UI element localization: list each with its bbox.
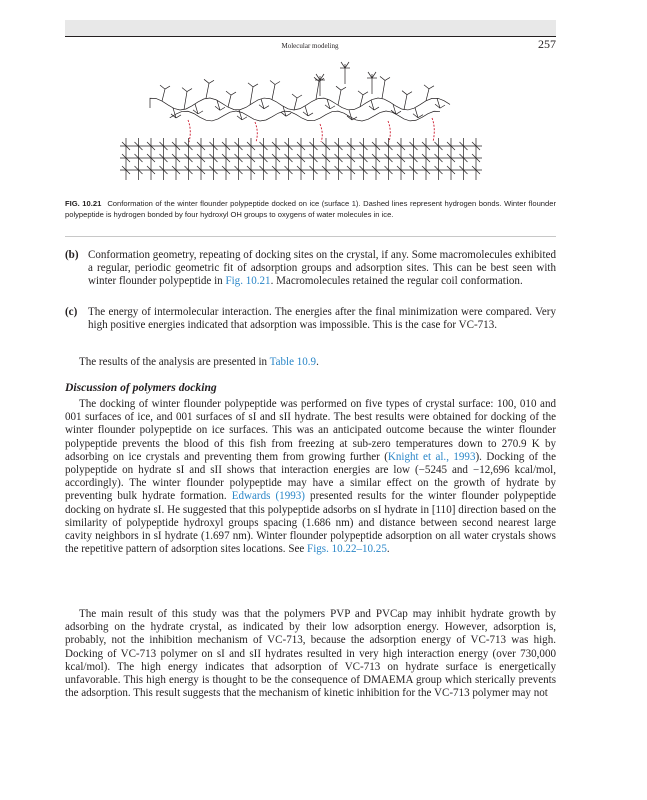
- hydrogen-bonds: [188, 118, 434, 142]
- side-chain: [248, 83, 253, 87]
- list-text: Conformation geometry, repeating of docking sites on the crystal, if any. Some macromolecules exhibited a regular, periodic geometric fit of adsorption groups and adsorption sites. This can be best seen with winter flounder polypeptide in: [88, 249, 556, 288]
- side-chain: [209, 80, 214, 83]
- side-chain: [198, 111, 203, 114]
- backbone-chain: [170, 111, 440, 121]
- side-chain: [182, 88, 187, 92]
- side-chain: [316, 81, 319, 99]
- branch: [320, 74, 324, 80]
- side-chain: [272, 84, 275, 99]
- side-chain: [440, 105, 445, 108]
- top-gray-band: [65, 20, 556, 36]
- side-chain: [275, 81, 280, 84]
- hydrogen-bond: [255, 122, 257, 142]
- side-chain: [184, 92, 187, 110]
- side-chain: [336, 86, 341, 90]
- side-chain: [341, 87, 346, 90]
- running-title: Molecular modeling: [281, 42, 339, 50]
- side-chain: [308, 113, 313, 116]
- side-chain: [396, 111, 401, 114]
- side-chain: [220, 107, 225, 110]
- side-chain: [402, 91, 407, 95]
- header-rule: [65, 36, 556, 37]
- side-chain: [294, 98, 297, 110]
- side-chain: [426, 89, 429, 101]
- table-link[interactable]: Table 10.9: [269, 356, 317, 368]
- list-text: The energy of intermolecular interaction. The energies after the final minimization were compared. Very high positive energies indicated that adsorption was impossible. This is the case for VC-713.: [88, 306, 556, 332]
- side-chain: [292, 94, 297, 98]
- list-label: (c): [65, 306, 78, 318]
- citation-link[interactable]: Knight et al., 1993: [387, 450, 476, 463]
- list-label: (b): [65, 249, 79, 261]
- body-paragraph-2: [65, 608, 556, 700]
- figure-polypeptide-on-ice: [110, 58, 490, 190]
- branch: [345, 62, 349, 68]
- body-paragraph-1: The docking of winter flounder polypeptide was performed on five types of crystal surface: 100, 010 and 001 surfaces of ice, and 001 surfaces of sI and sII hydrate. The best results were obtained for docking of the winter flounder polypeptide on ice surfaces. This was an anticipated outcome because the winter flounder polypeptide prevents the blood of this fish from freezing at sub-zero temperatures down to 270.9 K by adsorbing on ice crystals and preventing them from growing further (Knight et al., 1993). Docking of the polypeptide on hydrate sI and sII shows that interaction energies are low (−5245 and −12,696 kcal/mol, accordingly). The winter flounder polypeptide may have a similar effect on the growth of hydrate by preventing bulk hydrate formation. Edwards (1993) presented results for the winter flounder polypeptide docking on hydrate sI. He suggested that this polypeptide adsorbs on sI hydrate in [110] direction based on the similarity of polypeptide hydroxyl groups spacing (1.686 nm) and distance between second nearest large cavity neighbors in sI hydrate (1.697 nm). Winter flounder polypeptide adsorption on all water crystals shows the repetitive pattern of adsorption sites locations. See Figs. 10.22–10.25.: [65, 398, 556, 556]
- side-chain: [270, 80, 275, 84]
- hydrogen-bond: [320, 124, 322, 142]
- list-text: . Macromolecules retained the regular coil conformation.: [270, 275, 523, 288]
- branch: [372, 72, 376, 78]
- side-chain: [187, 89, 192, 92]
- figure-caption-text: Conformation of the winter flounder polypeptide docked on ice (surface 1). Dashed lines represent hydrogen bonds. Winter flounder polypeptide is hydrogen bonded by four hydroxyl OH groups to oxygens of water molecules in ice.: [65, 199, 556, 219]
- side-chain: [228, 95, 231, 107]
- side-chain: [242, 117, 247, 120]
- side-chain: [382, 80, 385, 98]
- side-chain: [176, 115, 181, 118]
- side-chain: [286, 113, 291, 116]
- side-chain: [206, 83, 209, 98]
- side-chain: [162, 89, 165, 101]
- section-heading: Discussion of polymers docking: [65, 381, 217, 394]
- polypeptide-molecule: [150, 62, 450, 121]
- side-chain: [330, 106, 335, 109]
- side-chain: [160, 85, 165, 89]
- side-chain: [165, 86, 170, 89]
- side-chain: [424, 85, 429, 89]
- side-chain: [297, 95, 302, 98]
- side-chain: [363, 92, 368, 95]
- paragraph-text: The main result of this study was that the polymers PVP and PVCap may inhibit hydrate growth by adsorbing on the hydrate crystal, as indicated by their low adsorption energy. However, adsorption is, probably, not the inhibition mechanism of VC-713, because the adsorption energy of VC-713 was high. Docking of VC-713 polymer on sI and sII hydrates resulted in very high interaction energy (over 730,000 kcal/mol). The high energy indicates that adsorption of VC-713 on hydrate surface is energetically unfavorable. This high energy is thought to be the consequence of DMAEMA group which sterically prevents the adsorption. This result suggests that the mechanism of kinetic inhibition for the VC-713 polymer may not: [65, 608, 556, 700]
- figure-label: FIG. 10.21: [65, 199, 102, 208]
- figure-link[interactable]: Fig. 10.21: [225, 275, 271, 288]
- results-sentence: The results of the analysis are presented in Table 10.9.: [79, 356, 319, 368]
- side-chain: [250, 87, 253, 105]
- side-chain: [429, 86, 434, 89]
- side-chain: [253, 84, 258, 87]
- citation-link[interactable]: Edwards (1993): [231, 490, 305, 503]
- side-chain: [231, 92, 236, 95]
- side-chain: [374, 107, 379, 110]
- branch: [341, 62, 345, 68]
- side-chain: [226, 91, 231, 95]
- side-chain: [264, 106, 269, 109]
- side-chain: [385, 77, 390, 80]
- side-chain: [358, 91, 363, 95]
- page-number: 257: [538, 37, 556, 51]
- figure-link[interactable]: Figs. 10.22–10.25: [307, 543, 387, 556]
- side-chain: [204, 79, 209, 83]
- side-chain: [380, 76, 385, 80]
- caption-separator: [65, 236, 556, 237]
- hydrogen-bond: [432, 118, 434, 142]
- side-chain: [404, 95, 407, 110]
- branch: [368, 72, 372, 78]
- figure-caption: [65, 198, 556, 220]
- ice-lattice: [120, 138, 482, 180]
- side-chain: [338, 90, 341, 105]
- side-chain: [407, 92, 412, 95]
